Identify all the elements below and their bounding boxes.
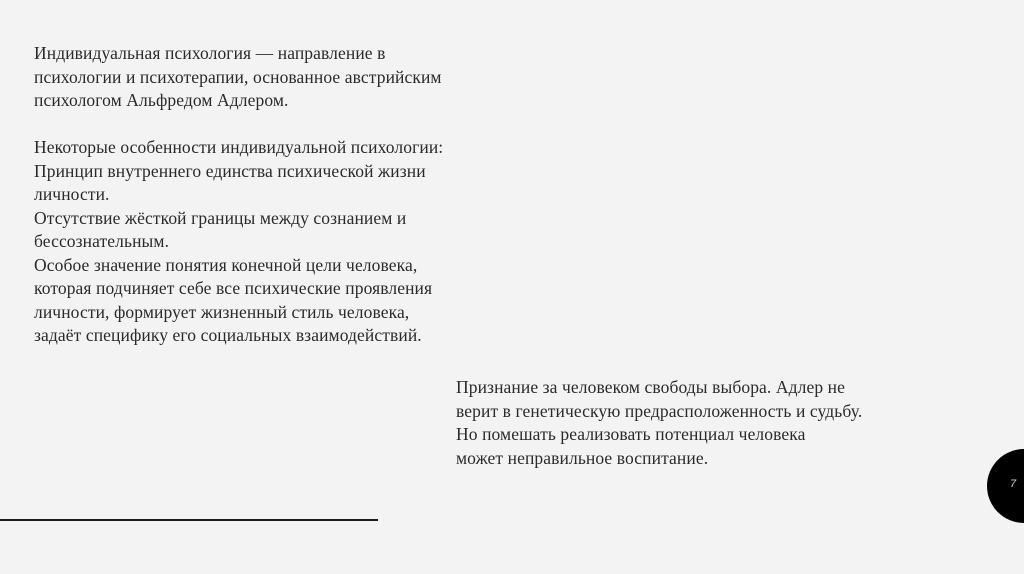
freedom-line: верит в генетическую предрасположенность и судьбу. [456,400,863,421]
freedom-line: может неправильное воспитание. [456,447,709,468]
features-line: которая подчиняет себе все психические проявления [34,278,433,298]
features-paragraph [34,136,443,348]
page-number: 7 [1010,478,1017,490]
features-line: Особое значение понятия конечной цели человека, [34,254,418,275]
intro-paragraph [34,42,442,113]
features-line: Принцип внутреннего единства психической жизни [34,160,426,181]
features-line: Отсутствие жёсткой границы между сознанием и [34,207,407,228]
intro-line: психологом Альфредом Адлером. [34,90,289,110]
features-line: задаёт специфику его социальных взаимодействий. [34,325,422,345]
features-line: личности, формирует жизненный стиль человека, [34,301,410,322]
bottom-divider [0,519,378,521]
features-line: Некоторые особенности индивидуальной психологии: [34,137,444,157]
page-number-circle [987,449,1024,523]
freedom-paragraph [456,376,862,470]
features-line: личности. [34,184,110,204]
freedom-line: Но помешать реализовать потенциал человека [456,424,806,444]
features-line: бессознательным. [34,231,170,251]
freedom-line: Признание за человеком свободы выбора. Адлер не [456,377,845,397]
intro-line: Индивидуальная психология — направление в [34,43,386,63]
intro-line: психологии и психотерапии, основанное австрийским [34,66,442,87]
